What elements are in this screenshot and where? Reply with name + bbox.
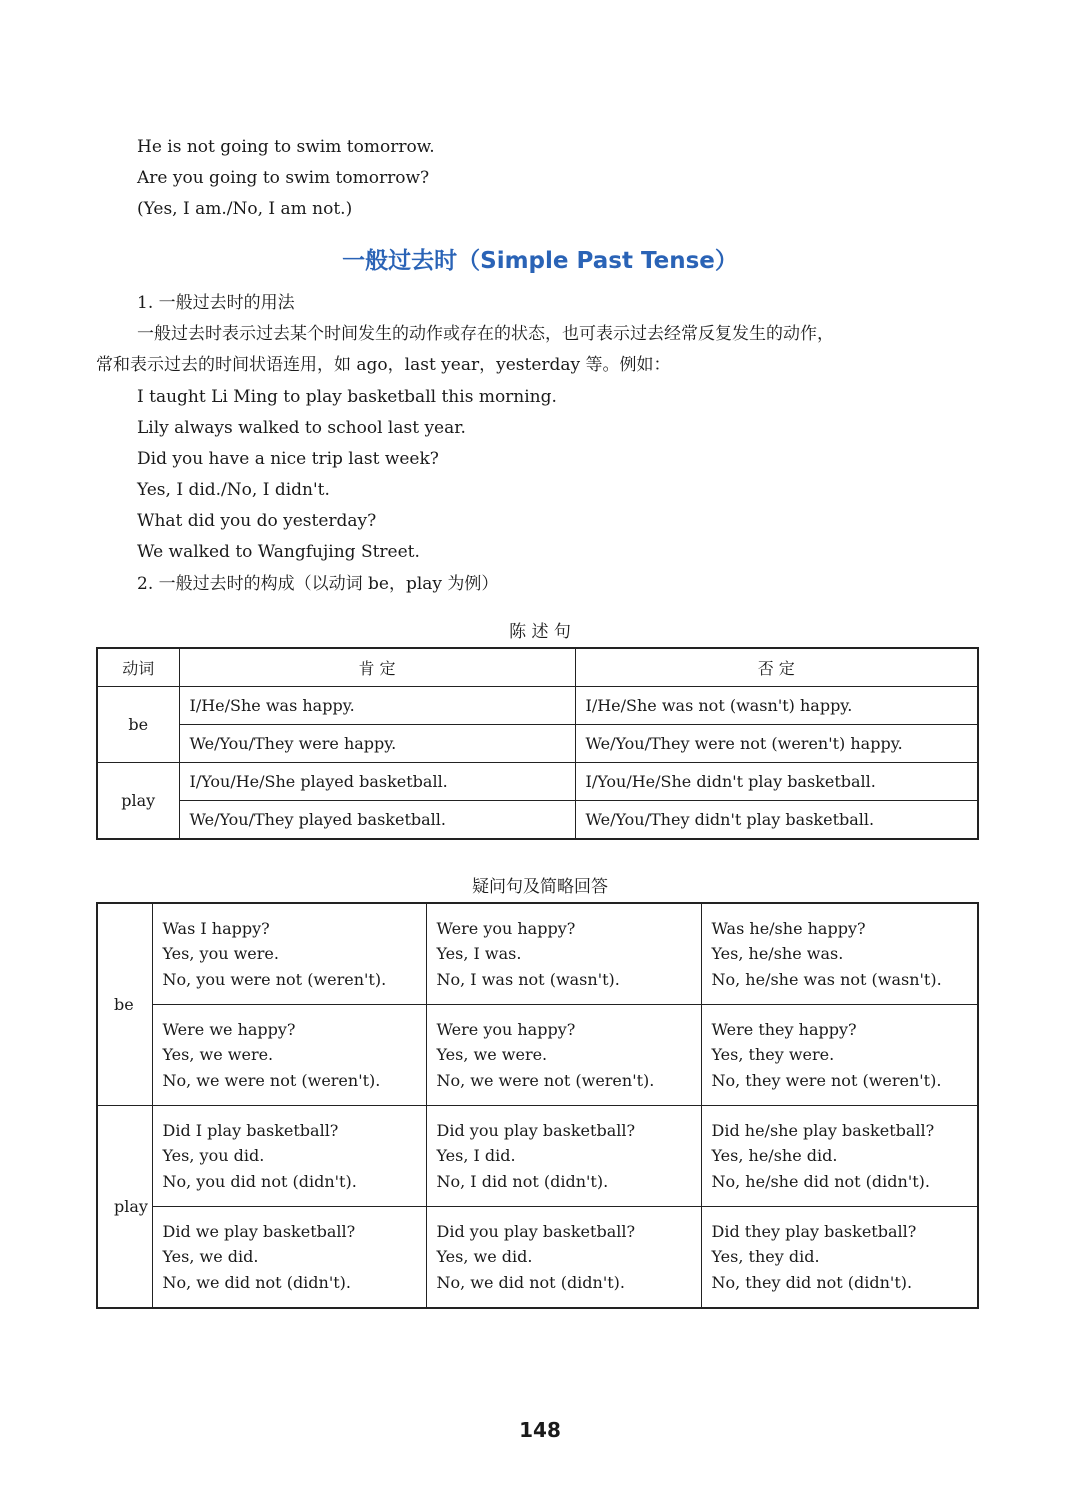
example-sentence: Lily always walked to school last year. xyxy=(137,418,466,438)
table-row xyxy=(97,725,978,763)
answer-no-line: No, they did not (didn't). xyxy=(711,1272,913,1292)
question-cell xyxy=(152,903,426,1005)
table-row xyxy=(97,687,978,725)
verb-play: play xyxy=(97,763,179,840)
negative-cell: We/You/They were not (weren't) happy. xyxy=(575,725,978,763)
answer-no-line: No, he/she did not (didn't). xyxy=(711,1171,930,1191)
answer-yes-line: Yes, he/she was. xyxy=(711,944,844,964)
table-row xyxy=(97,763,978,801)
affirmative-cell: We/You/They played basketball. xyxy=(179,801,575,840)
answer-yes-line: Yes, they were. xyxy=(711,1045,835,1065)
example-sentence: We walked to Wangfujing Street. xyxy=(137,542,420,562)
answer-no-line: No, he/she was not (wasn't). xyxy=(711,969,942,989)
negative-cell: We/You/They didn't play basketball. xyxy=(575,801,978,840)
table-row xyxy=(97,1207,978,1309)
answer-yes-line: Yes, you did. xyxy=(162,1146,265,1166)
question-line: Were you happy? xyxy=(436,918,576,938)
negative-cell: I/He/She was not (wasn't) happy. xyxy=(575,687,978,725)
table-row xyxy=(97,903,978,1005)
answer-no-line: No, you were not (weren't). xyxy=(162,969,387,989)
answer-yes-line: Yes, we did. xyxy=(162,1247,259,1267)
question-cell xyxy=(701,1207,978,1309)
question-line: Did they play basketball? xyxy=(711,1221,917,1241)
answer-no-line: No, we were not (weren't). xyxy=(436,1070,655,1090)
question-cell xyxy=(152,1005,426,1106)
intro-line: Are you going to swim tomorrow? xyxy=(137,168,430,188)
answer-yes-line: Yes, we were. xyxy=(162,1045,274,1065)
table-row xyxy=(97,1005,978,1106)
verb-be: be xyxy=(97,903,152,1106)
questions-table xyxy=(96,902,979,1309)
answer-yes-line: Yes, we were. xyxy=(436,1045,548,1065)
question-line: Was I happy? xyxy=(162,918,270,938)
usage-text: 常和表示过去的时间状语连用，如 ago，last year，yesterday 等。例如： xyxy=(96,355,671,375)
question-cell xyxy=(426,1005,701,1106)
section-title: 一般过去时（Simple Past Tense） xyxy=(342,248,738,274)
answer-yes-line: Yes, he/she did. xyxy=(711,1146,838,1166)
verb-play: play xyxy=(97,1106,152,1309)
table-header-row xyxy=(97,648,978,687)
question-cell xyxy=(426,903,701,1005)
answer-yes-line: Yes, I was. xyxy=(436,944,522,964)
question-line: Did he/she play basketball? xyxy=(711,1120,935,1140)
answer-no-line: No, we did not (didn't). xyxy=(162,1272,351,1292)
example-sentence: I taught Li Ming to play basketball this morning. xyxy=(137,387,557,407)
question-line: Did I play basketball? xyxy=(162,1120,339,1140)
example-sentence: Did you have a nice trip last week? xyxy=(137,449,439,469)
question-cell xyxy=(152,1106,426,1207)
questions-caption: 疑问句及简略回答 xyxy=(472,877,608,897)
question-line: Did we play basketball? xyxy=(162,1221,356,1241)
affirmative-header: 肯 定 xyxy=(179,648,575,687)
example-sentence: Yes, I did./No, I didn't. xyxy=(137,480,330,500)
question-cell xyxy=(701,1005,978,1106)
page-number: 148 xyxy=(519,1418,561,1442)
answer-no-line: No, I did not (didn't). xyxy=(436,1171,609,1191)
question-line: Did you play basketball? xyxy=(436,1120,636,1140)
question-line: Did you play basketball? xyxy=(436,1221,636,1241)
declarative-table xyxy=(96,647,979,840)
question-line: Were you happy? xyxy=(436,1019,576,1039)
answer-no-line: No, I was not (wasn't). xyxy=(436,969,620,989)
question-cell xyxy=(426,1106,701,1207)
answer-yes-line: Yes, you were. xyxy=(162,944,279,964)
table-row xyxy=(97,801,978,840)
verb-be: be xyxy=(97,687,179,763)
answer-no-line: No, you did not (didn't). xyxy=(162,1171,357,1191)
intro-line: He is not going to swim tomorrow. xyxy=(137,137,435,157)
affirmative-cell: I/You/He/She played basketball. xyxy=(179,763,575,801)
answer-yes-line: Yes, I did. xyxy=(436,1146,516,1166)
negative-header: 否 定 xyxy=(575,648,978,687)
table-row xyxy=(97,1106,978,1207)
example-sentence: What did you do yesterday? xyxy=(137,511,377,531)
negative-cell: I/You/He/She didn't play basketball. xyxy=(575,763,978,801)
usage-heading: 1. 一般过去时的用法 xyxy=(137,293,295,313)
question-line: Was he/she happy? xyxy=(711,918,866,938)
structure-heading: 2. 一般过去时的构成（以动词 be，play 为例） xyxy=(137,574,499,594)
question-line: Were they happy? xyxy=(711,1019,857,1039)
question-cell xyxy=(426,1207,701,1309)
affirmative-cell: We/You/They were happy. xyxy=(179,725,575,763)
verb-header: 动词 xyxy=(97,648,179,687)
usage-text: 一般过去时表示过去某个时间发生的动作或存在的状态，也可表示过去经常反复发生的动作， xyxy=(137,324,834,344)
question-cell xyxy=(152,1207,426,1309)
answer-no-line: No, we were not (weren't). xyxy=(162,1070,381,1090)
intro-line: (Yes, I am./No, I am not.) xyxy=(137,199,353,219)
declarative-caption: 陈 述 句 xyxy=(509,622,571,642)
answer-yes-line: Yes, we did. xyxy=(436,1247,533,1267)
question-line: Were we happy? xyxy=(162,1019,296,1039)
answer-no-line: No, they were not (weren't). xyxy=(711,1070,942,1090)
answer-no-line: No, we did not (didn't). xyxy=(436,1272,625,1292)
question-cell xyxy=(701,903,978,1005)
affirmative-cell: I/He/She was happy. xyxy=(179,687,575,725)
question-cell xyxy=(701,1106,978,1207)
answer-yes-line: Yes, they did. xyxy=(711,1247,820,1267)
